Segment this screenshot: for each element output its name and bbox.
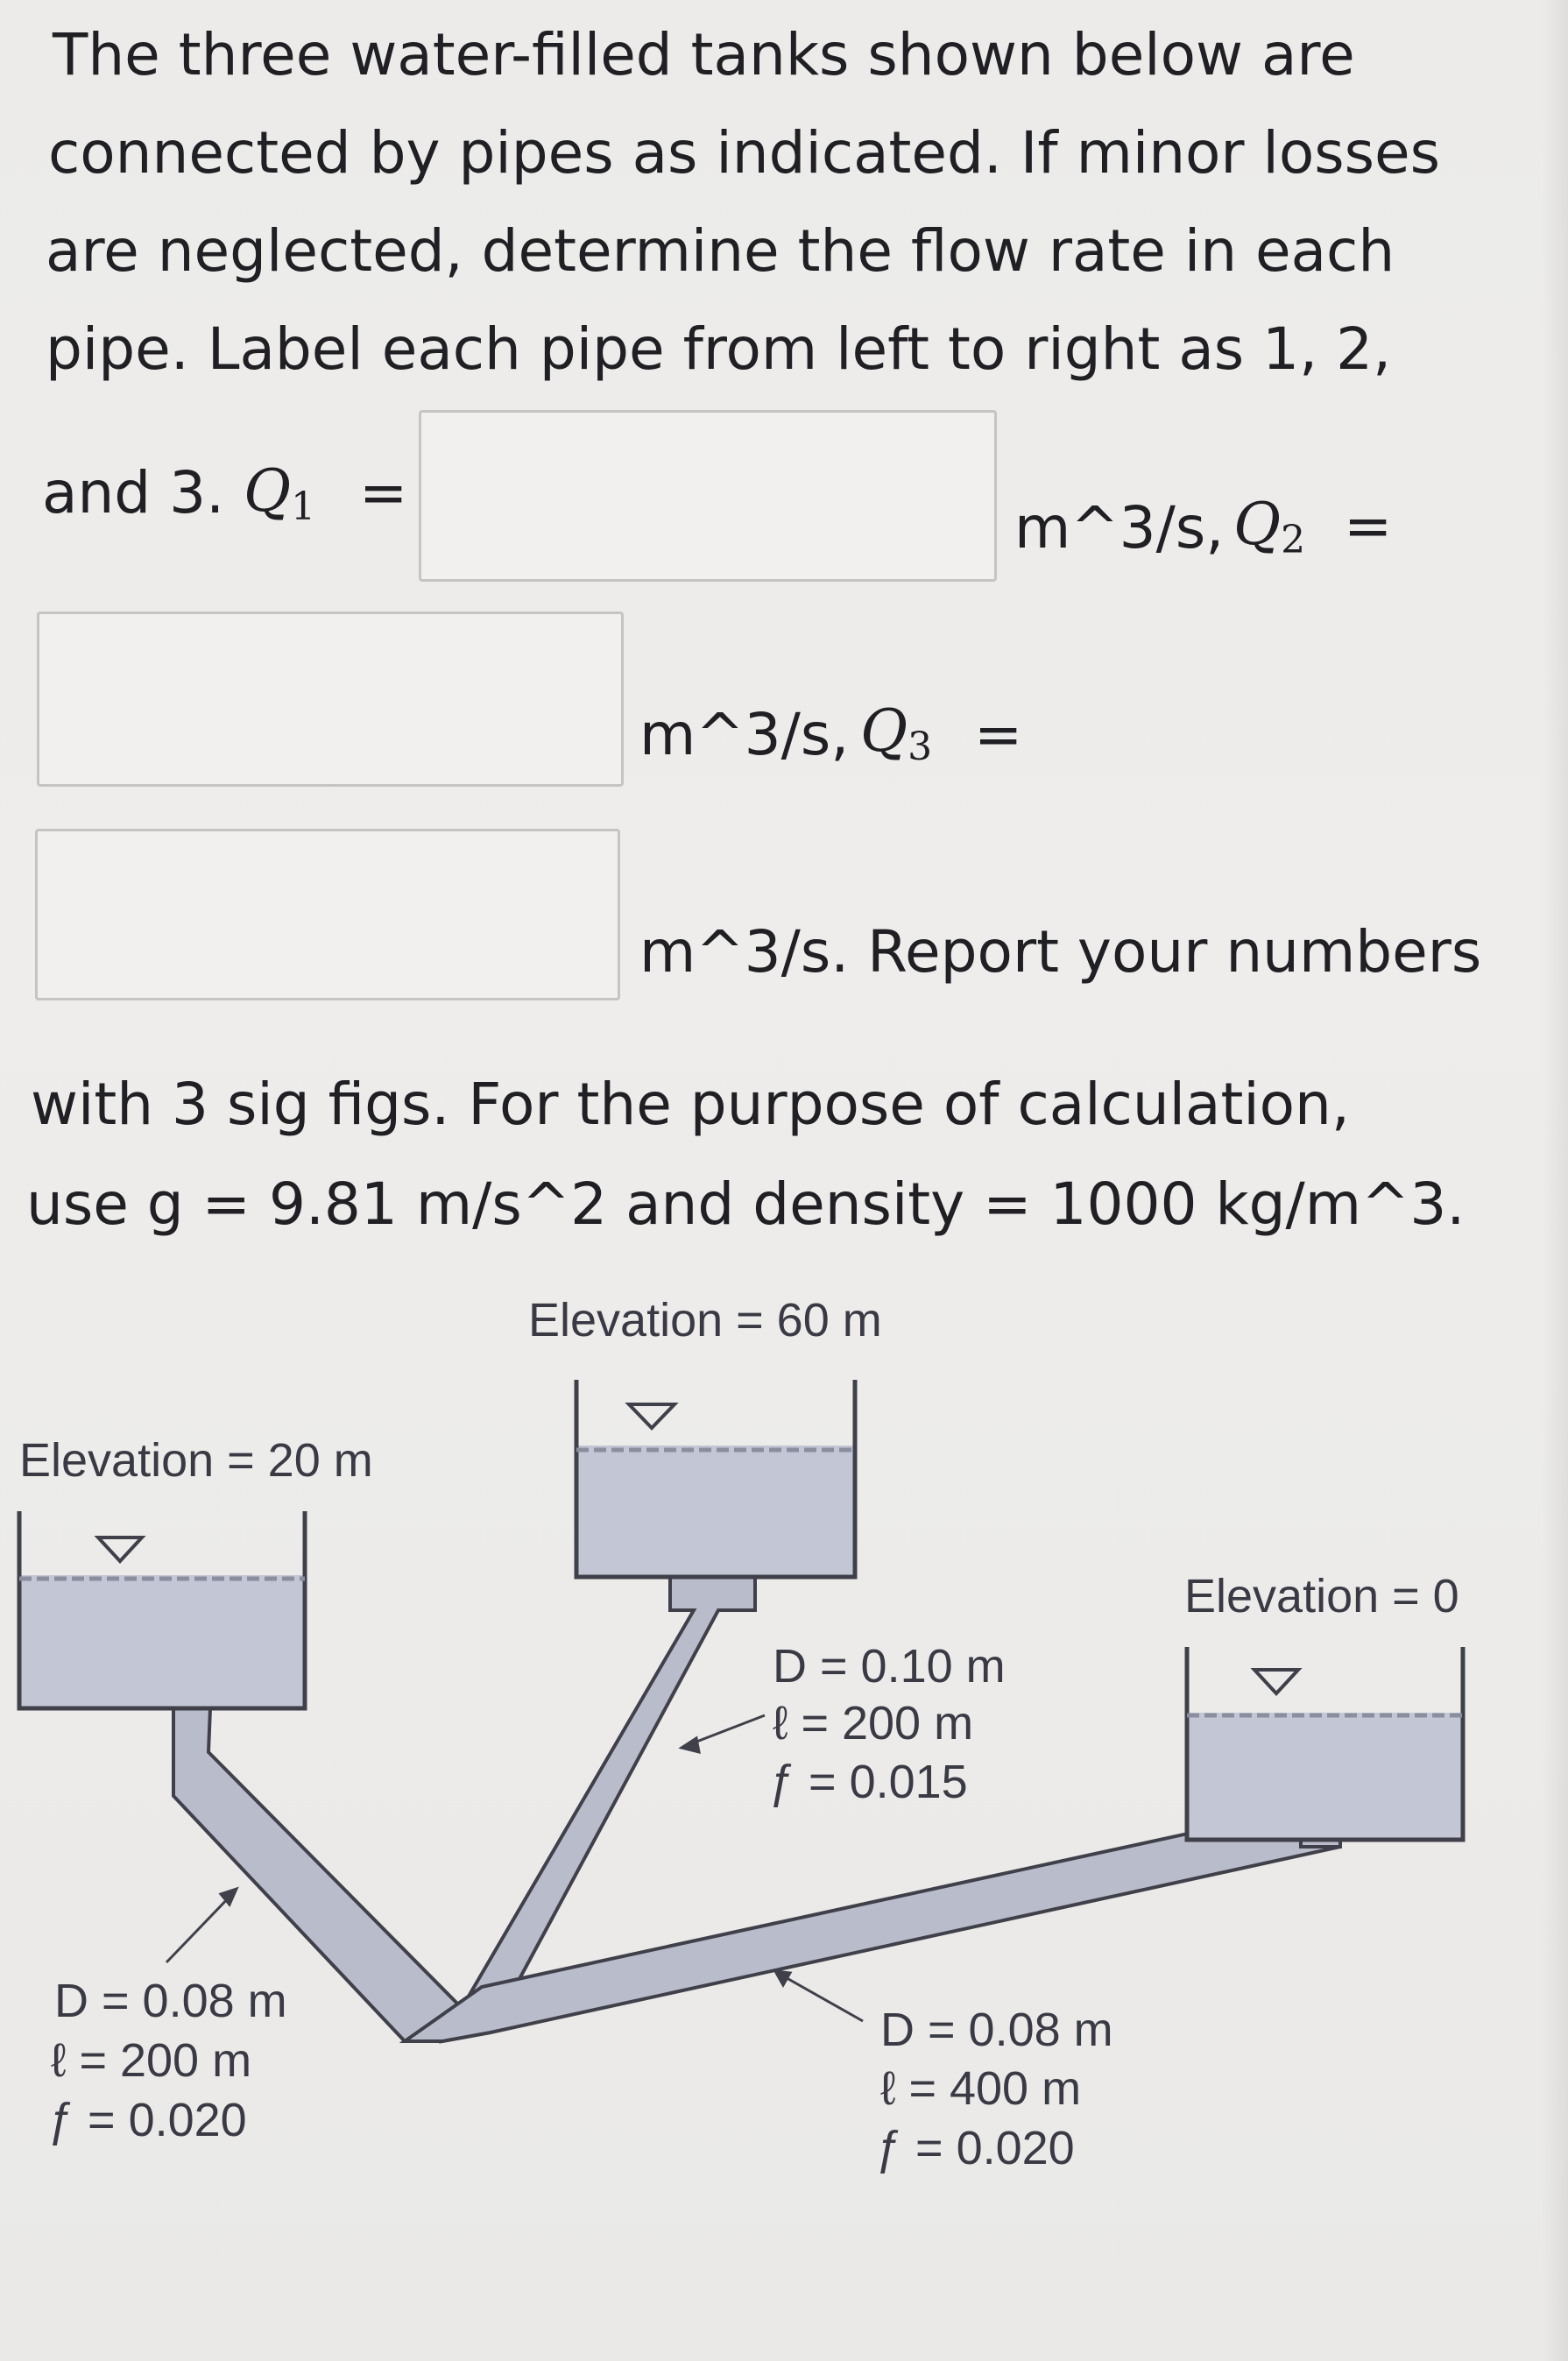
pipe-2-length: ℓ = 200 m [773, 1697, 974, 1750]
pipe-2-properties [769, 1640, 1006, 1808]
q3-label: $Q_3$ [860, 697, 933, 769]
pipe-1-properties [48, 1975, 287, 2146]
question-and3: and 3. [42, 459, 225, 527]
three-tank-pipe-diagram [0, 1262, 1568, 2208]
q2-unit: m^3/s, [639, 701, 850, 768]
left-tank-water [19, 1575, 305, 1708]
q1-unit: m^3/s, [1014, 494, 1225, 562]
question-line-4: pipe. Label each pipe from left to right as 1, 2, [46, 315, 1392, 383]
q2-equals: = [1344, 492, 1393, 560]
q1-answer-input[interactable] [419, 410, 997, 582]
q1-label: $Q_1$ [244, 457, 316, 529]
pipe-1-friction: ƒ = 0.020 [48, 2094, 247, 2146]
right-tank-level-icon [1254, 1670, 1298, 1693]
q1-equals: = [359, 459, 408, 527]
question-line-2: connected by pipes as indicated. If minor losses [48, 119, 1440, 187]
pipe-3-leader [782, 1976, 863, 2021]
pipe-3-properties [876, 2004, 1113, 2174]
pipe-1-diameter: D = 0.08 m [54, 1975, 287, 2027]
question-line-1: The three water-filled tanks shown below are [53, 21, 1355, 88]
screen-edge-shadow [1542, 0, 1568, 2361]
pipe-2-friction: ƒ = 0.015 [769, 1756, 968, 1808]
left-tank [19, 1434, 373, 1708]
question-line-3: are neglected, determine the flow rate in each [46, 217, 1395, 285]
middle-tank-level-icon [629, 1404, 675, 1428]
right-tank [1184, 1570, 1463, 1840]
middle-tank [528, 1294, 882, 1577]
pipe-1-leader [166, 1894, 232, 1962]
pipe-1-length: ℓ = 200 m [51, 2034, 252, 2087]
middle-tank-elevation-label: Elevation = 60 m [528, 1294, 882, 1347]
pipe-2-diameter: D = 0.10 m [773, 1640, 1006, 1693]
q3-equals: = [974, 701, 1023, 768]
pipe-3-diameter: D = 0.08 m [880, 2004, 1113, 2056]
right-tank-water [1187, 1713, 1463, 1840]
left-tank-elevation-label: Elevation = 20 m [19, 1434, 373, 1487]
question-g-line: use g = 9.81 m/s^2 and density = 1000 kg/m^3. [26, 1170, 1466, 1238]
left-tank-level-icon [98, 1537, 142, 1561]
pipe-3-friction: ƒ = 0.020 [876, 2122, 1075, 2174]
pipe-3-length: ℓ = 400 m [880, 2062, 1082, 2115]
question-sigfig-line: with 3 sig figs. For the purpose of calculation, [31, 1071, 1350, 1138]
q3-unit-report: m^3/s. Report your numbers [639, 918, 1482, 986]
pipe-2-leader-arrowhead [682, 1738, 699, 1752]
q2-answer-input[interactable] [37, 611, 624, 787]
q3-answer-input[interactable] [35, 829, 620, 1000]
right-tank-elevation-label: Elevation = 0 [1184, 1570, 1459, 1622]
pipe-3-leader-arrowhead [775, 1971, 790, 1985]
pipe-2-leader [688, 1715, 765, 1745]
middle-tank-water [576, 1446, 855, 1577]
q2-label: $Q_2$ [1233, 491, 1306, 562]
pipe-network [173, 1577, 1340, 2041]
